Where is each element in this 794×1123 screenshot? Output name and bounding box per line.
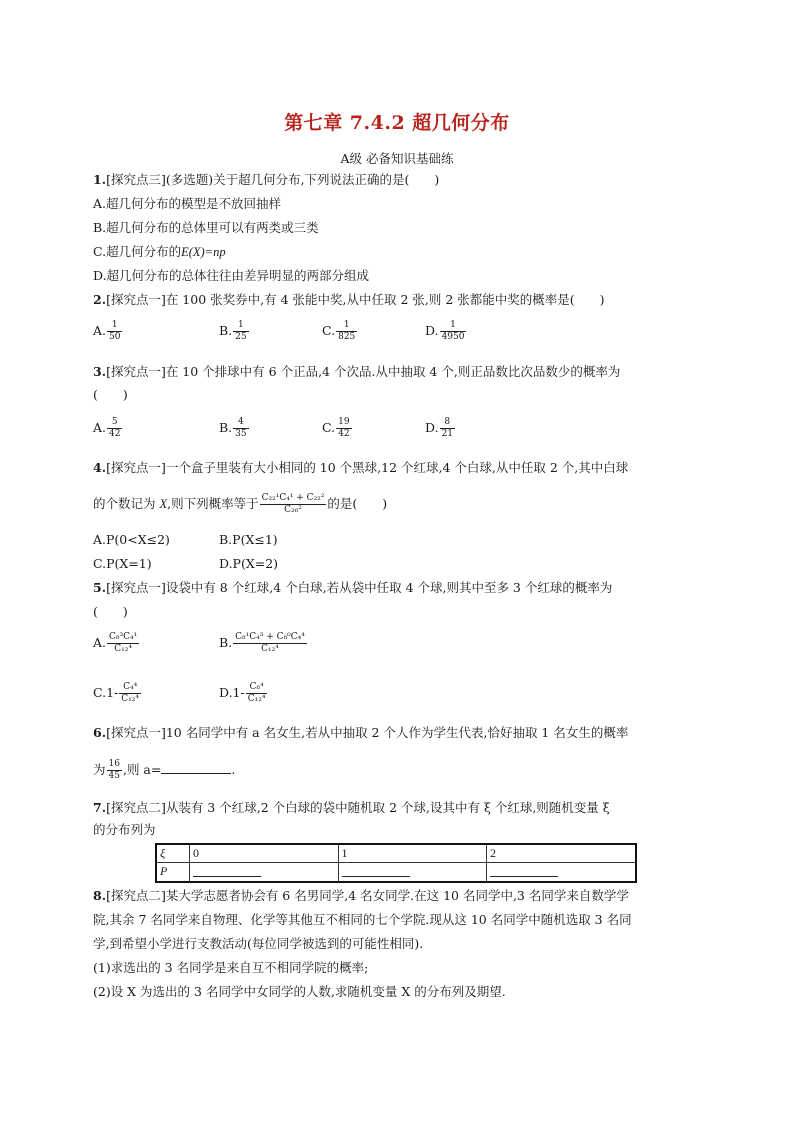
q1-option-a: A.超几何分布的模型是不放回抽样	[93, 196, 282, 211]
answer-blank[interactable]	[193, 863, 261, 877]
q3-option-a: A. $\frac{5}{42}$	[93, 417, 121, 439]
q5-stem-paren: ( )	[93, 604, 128, 619]
table-cell	[338, 863, 487, 883]
section-subtitle: A级 必备知识基础练	[340, 151, 454, 166]
table-cell	[487, 863, 637, 883]
q2-option-a: A. $\frac{1}{50}$	[93, 320, 121, 342]
q7-stem	[93, 798, 610, 818]
q5-text: [探究点一]设袋中有 8 个红球,4 个白球,若从袋中任取 4 个球,则其中至多 3 个红球的概率为	[106, 580, 613, 595]
table-cell: 1	[338, 844, 487, 863]
q8-text-line2: 院,其余 7 名同学来自物理、化学等其他互不相同的七个学院.现从这 10 名同学中随机选取 3 名同	[93, 912, 632, 927]
q8-part-1: (1)求选出的 3 名同学是来自互不相同学院的概率;	[93, 960, 369, 975]
q7-number: 7.	[93, 800, 107, 815]
q4-number: 4.	[93, 460, 107, 475]
q1-text: [探究点三](多选题)关于超几何分布,下列说法正确的是( )	[106, 172, 440, 187]
q5-options-cd	[93, 682, 393, 716]
q3-stem	[93, 362, 620, 382]
q1-option-b: B.超几何分布的总体里可以有两类或三类	[93, 220, 319, 235]
q2-option-d: D. $\frac{1}{4950}$	[425, 320, 465, 342]
table-cell: 0	[190, 844, 339, 863]
q3-options	[93, 417, 493, 447]
q8-text-line3: 学,到希望小学进行支教活动(每位同学被选到的可能性相同).	[93, 936, 424, 951]
q7-text: [探究点二]从装有 3 个红球,2 个白球的袋中随机取 2 个球,设其中有 ξ 个红球,则随机变量 ξ	[106, 800, 610, 815]
q3-option-b: B. $\frac{4}{35}$	[219, 417, 247, 439]
table-cell	[190, 863, 339, 883]
table-cell: ξ	[156, 844, 190, 863]
q5-options-ab	[93, 632, 393, 666]
q6-text: [探究点一]10 名同学中有 a 名女生,若从中抽取 2 个人作为学生代表,恰好抽取 1 名女生的概率	[106, 725, 629, 740]
q8-part-2: (2)设 X 为选出的 3 名同学中女同学的人数,求随机变量 X 的分布列及期望.	[93, 984, 506, 999]
q7-stem-line2: 的分布列为	[93, 822, 156, 837]
q5-option-a: A. $\frac{\text{C₈³C₄¹}}{\text{C₁₂⁴}}$	[93, 632, 138, 654]
q8-number: 8.	[93, 888, 107, 903]
q1-option-d: D.超几何分布的总体往往由差异明显的两部分组成	[93, 268, 370, 283]
q5-option-c: C.1- $\frac{\text{C₄⁴}}{\text{C₁₂⁴}}$	[93, 682, 139, 704]
q4-option-a: A.P(0<X≤2)	[93, 532, 170, 547]
q4-stem-line2: 的个数记为 X,则下列概率等于 $\frac{\text{C₂₂¹C₄¹ + C₂₂²}}{\text{C₂₆²}}$ 的是( )	[93, 493, 388, 515]
q6-stem-line2: 为 $\frac{16}{45}$ ,则 a= .	[93, 759, 236, 781]
q1-option-c-text: C.超几何分布的	[93, 244, 182, 259]
q2-options	[93, 320, 493, 350]
q3-stem-paren: ( )	[93, 387, 128, 402]
table-cell: P	[156, 863, 190, 883]
q5-option-d: D.1- $\frac{\text{C₈⁴}}{\text{C₁₂⁴}}$	[219, 682, 266, 704]
q4-option-c: C.P(X=1)	[93, 556, 152, 571]
q5-number: 5.	[93, 580, 107, 595]
q4-text: [探究点一]一个盒子里装有大小相同的 10 个黑球,12 个红球,4 个白球,从中任取 2 个,其中白球	[106, 460, 629, 475]
q4-option-b: B.P(X≤1)	[219, 532, 278, 547]
q1-stem	[93, 170, 439, 190]
q3-option-c: C. $\frac{19}{42}$	[322, 417, 350, 439]
q4-stem	[93, 458, 628, 478]
q5-option-b: B. $\frac{\text{C₈¹C₄³ + C₈⁰C₄⁴}}{\text{C₁₂⁴}}$	[219, 632, 305, 654]
q6-number: 6.	[93, 725, 107, 740]
q3-number: 3.	[93, 364, 107, 379]
q2-stem	[93, 290, 605, 310]
q1-number: 1.	[93, 172, 107, 187]
q6-stem	[93, 723, 628, 743]
table-cell: 2	[487, 844, 637, 863]
q3-text: [探究点一]在 10 个排球中有 6 个正品,4 个次品.从中抽取 4 个,则正品数比次品数少的概率为	[106, 364, 621, 379]
q7-distribution-table	[155, 843, 637, 883]
q1-option-c	[93, 242, 226, 262]
q4-option-d: D.P(X=2)	[219, 556, 279, 571]
q5-stem	[93, 578, 612, 598]
q1-option-c-formula: E(X)=np	[181, 245, 226, 259]
q8-stem	[93, 886, 629, 906]
page-title: 第七章 7.4.2 超几何分布	[284, 112, 510, 134]
q8-text-line1: [探究点二]某大学志愿者协会有 6 名男同学,4 名女同学.在这 10 名同学中,3 名同学来自数学学	[106, 888, 629, 903]
q4-fraction: $\frac{\text{C₂₂¹C₄¹ + C₂₂²}}{\text{C₂₆²}}$	[261, 493, 325, 515]
q6-fraction: $\frac{16}{45}$	[108, 759, 120, 781]
q3-option-d: D. $\frac{8}{21}$	[425, 417, 454, 439]
table-row	[156, 863, 636, 883]
q2-option-b: B. $\frac{1}{25}$	[219, 320, 247, 342]
answer-blank[interactable]	[490, 863, 558, 877]
answer-blank[interactable]	[342, 863, 410, 877]
q2-number: 2.	[93, 292, 107, 307]
q2-text: [探究点一]在 100 张奖券中,有 4 张能中奖,从中任取 2 张,则 2 张都能中奖的概率是( )	[106, 292, 605, 307]
q2-option-c: C. $\frac{1}{825}$	[322, 320, 356, 342]
table-row	[156, 844, 636, 863]
q6-answer-blank[interactable]	[161, 761, 231, 774]
